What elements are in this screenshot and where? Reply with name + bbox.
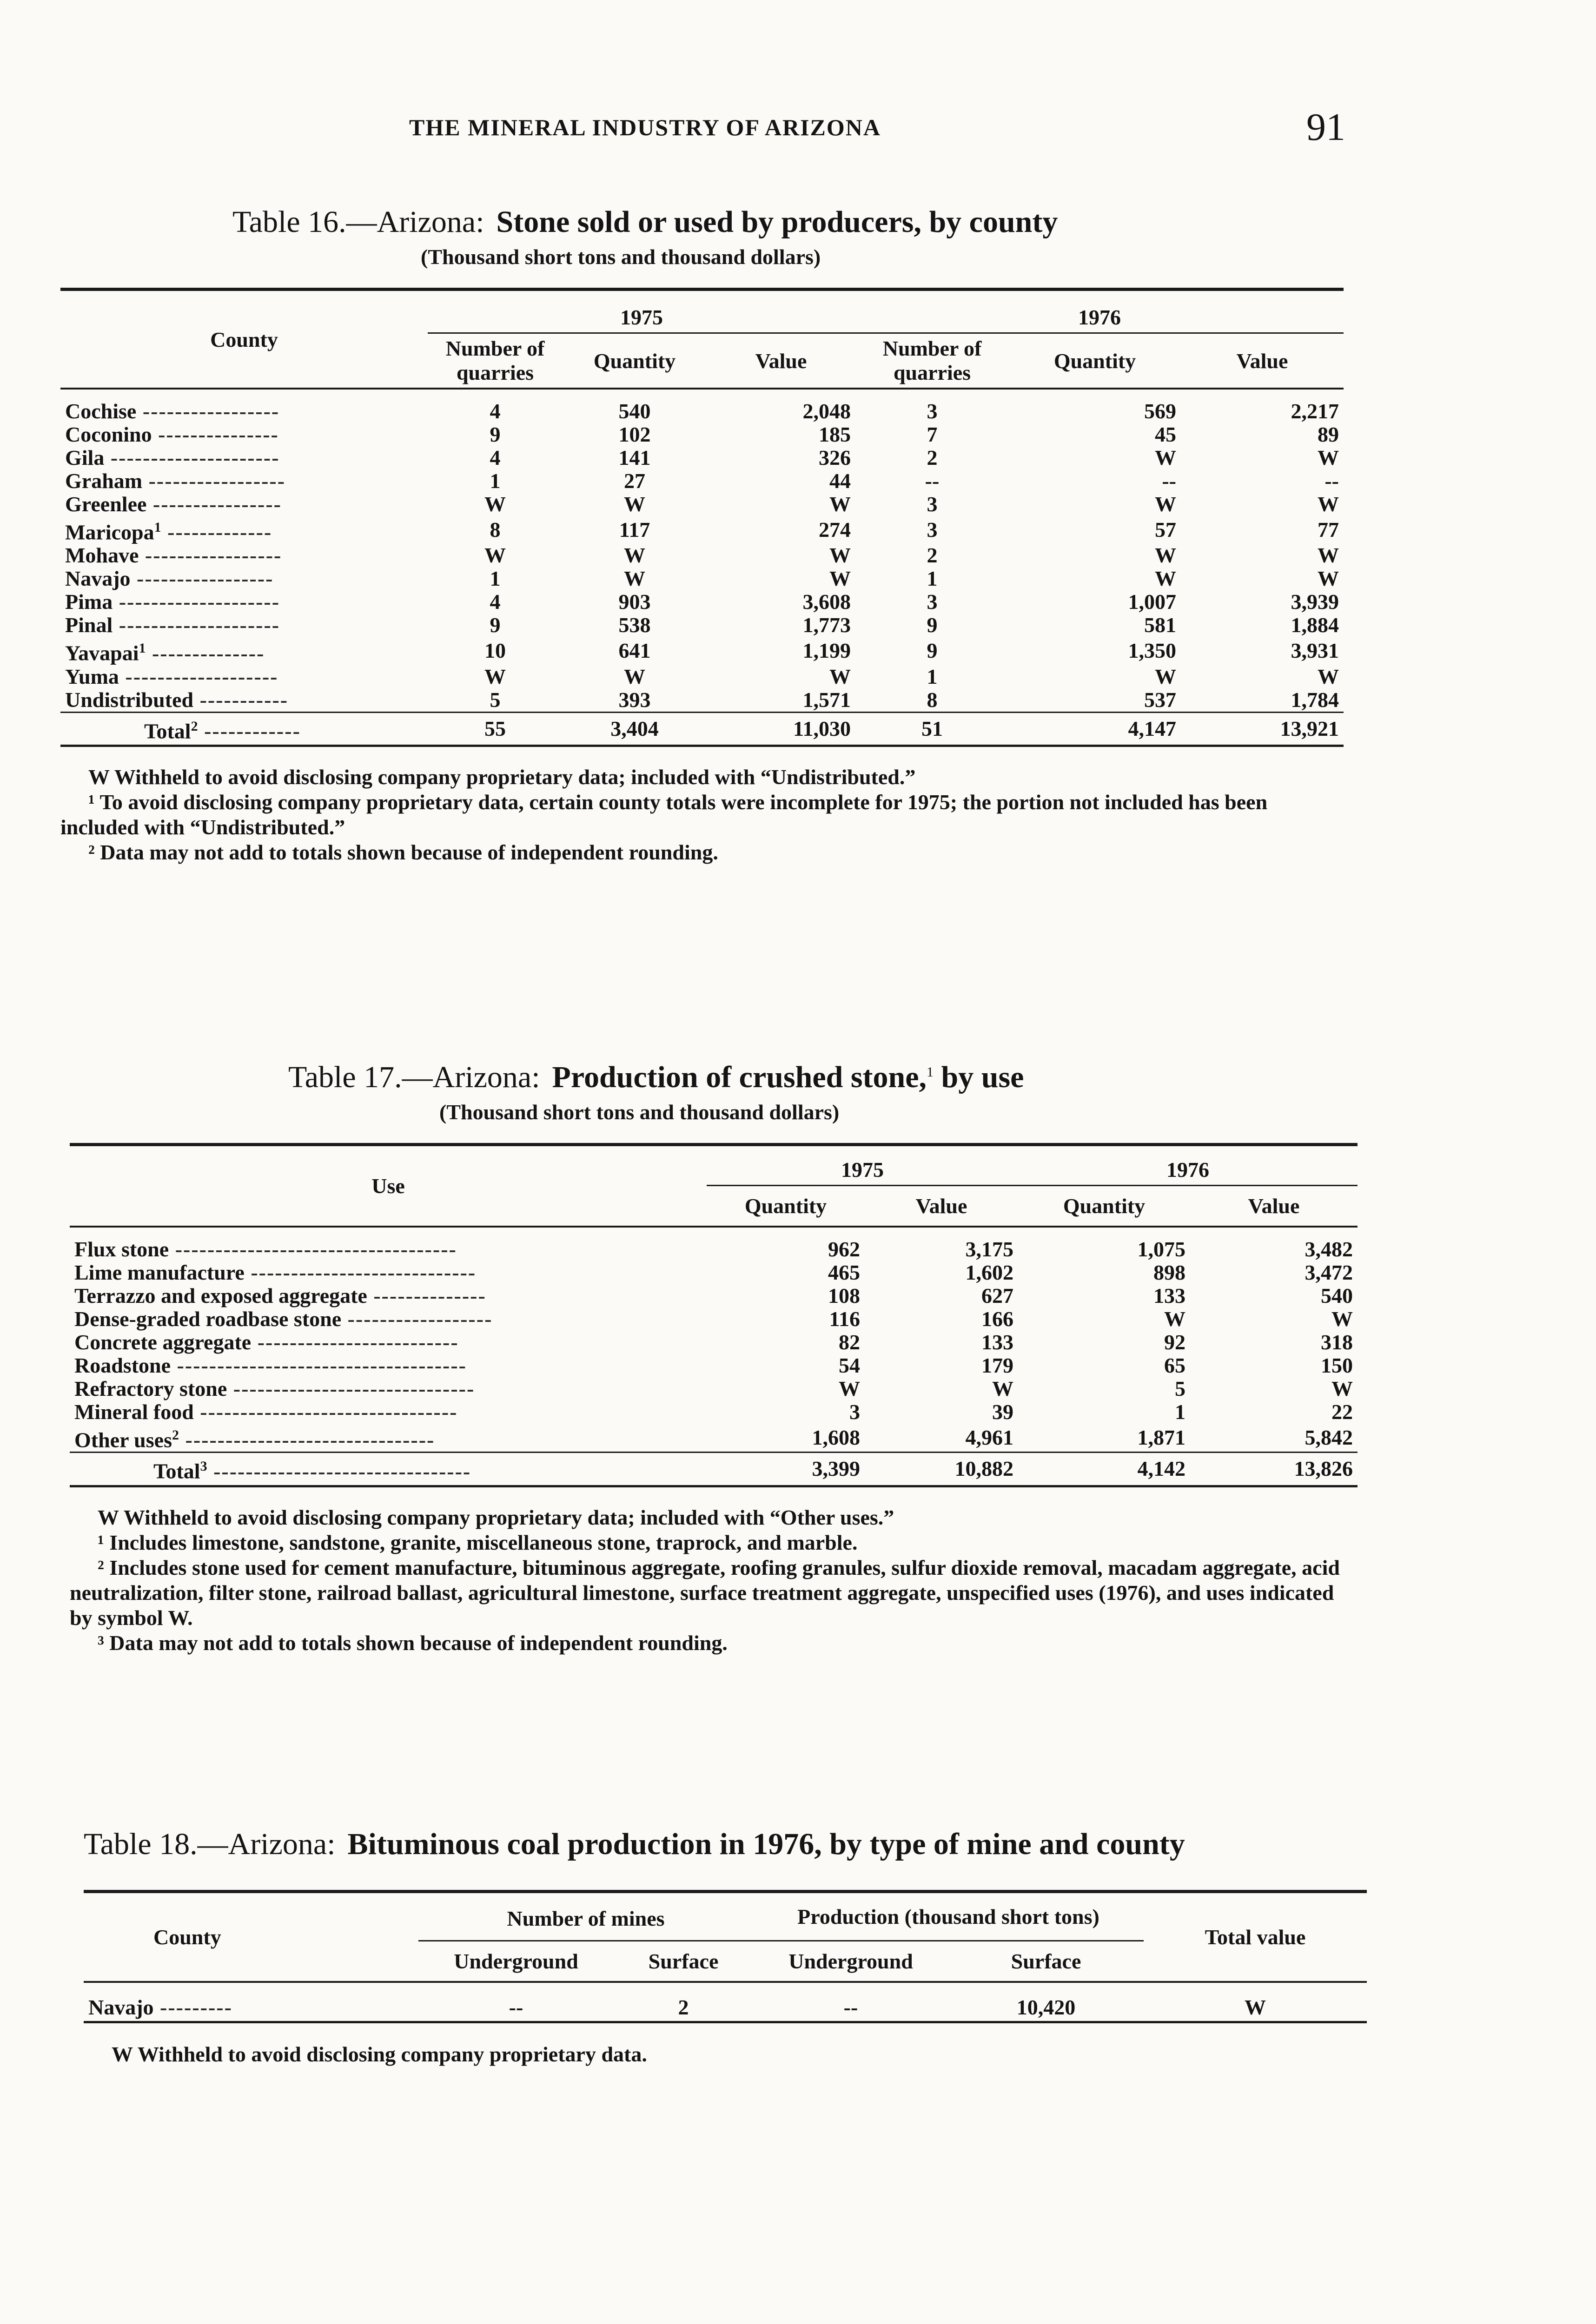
cell: W [484, 664, 506, 688]
row-label: Undistributed [65, 687, 194, 712]
row-label: Pima [65, 590, 113, 614]
cell: W [829, 567, 851, 591]
cell: 65 [1164, 1353, 1185, 1377]
cell: 9 [927, 613, 938, 637]
cell: -- [753, 1982, 948, 2022]
row-label: Lime manufacture [74, 1261, 245, 1284]
row-label: Graham [65, 469, 143, 493]
table-row: Mohave ----------------- W W W 2 W W [60, 544, 1344, 567]
cell: 4 [490, 446, 501, 469]
table-16-stub-header: County [60, 290, 428, 389]
cell: 2 [614, 1982, 753, 2022]
cell: W [484, 543, 506, 568]
table-18-col-production-underground: Underground [753, 1941, 948, 1982]
table-row: Navajo --------- -- 2 -- 10,420 W [84, 1982, 1367, 2022]
row-label: Other uses [74, 1428, 172, 1452]
table-17 [70, 1143, 1358, 1487]
table-row: Gila --------------------- 4 141 326 2 W W [60, 446, 1344, 469]
table-16-block [60, 205, 1344, 865]
cell: 326 [819, 446, 851, 469]
cell: 3 [927, 590, 938, 614]
cell: 1,571 [802, 687, 851, 712]
cell: 185 [819, 423, 851, 446]
cell: W [1318, 543, 1339, 568]
table-16-note-w: W Withheld to avoid disclosing company proprietary data; included with “Undistributed.” [88, 765, 916, 789]
cell: 3,399 [707, 1452, 865, 1486]
cell: 641 [618, 639, 651, 663]
cell: W [624, 664, 645, 688]
cell: 82 [839, 1330, 860, 1354]
footnote-mark: 2 [191, 718, 198, 734]
page-number: 91 [1306, 106, 1345, 149]
cell: 4 [490, 399, 501, 423]
table-18-note-w: W Withheld to avoid disclosing company proprietary data. [112, 2042, 647, 2066]
cell: 3,939 [1291, 590, 1339, 614]
cell: 4,147 [1009, 712, 1181, 746]
cell: 10 [484, 639, 506, 663]
cell: 45 [1155, 423, 1176, 446]
table-row: Roadstone ------------------------------------ 54 179 65 150 [70, 1354, 1358, 1377]
table-row: Terrazzo and exposed aggregate -------------- 108 627 133 540 [70, 1284, 1358, 1307]
cell: W [1318, 567, 1339, 591]
row-label: Navajo [88, 1995, 154, 2019]
cell: 1,199 [802, 639, 851, 663]
cell: 27 [624, 469, 645, 493]
cell: 537 [1144, 687, 1176, 712]
cell: 3,175 [965, 1237, 1013, 1261]
cell: 8 [490, 518, 501, 542]
table-row: Navajo ----------------- 1 W W 1 W W [60, 567, 1344, 590]
table-17-block [70, 1060, 1358, 1656]
table-16-year-1975: 1975 [428, 290, 855, 333]
cell: 2 [927, 446, 938, 469]
table-row: Undistributed ----------- 5 393 1,571 8 537 1,784 [60, 688, 1344, 713]
cell: -- [925, 469, 940, 493]
table-row: Concrete aggregate ------------------------- 82 133 92 318 [70, 1331, 1358, 1354]
table-row: Pinal -------------------- 9 538 1,773 9 581 1,884 [60, 614, 1344, 637]
table-18-title [84, 1827, 1367, 1862]
cell: 540 [618, 399, 651, 423]
cell: 318 [1321, 1330, 1353, 1354]
cell: 13,921 [1181, 712, 1344, 746]
table-17-title [288, 1060, 1358, 1095]
table-16 [60, 288, 1344, 747]
total-label: Total [144, 719, 191, 743]
cell: 10,882 [865, 1452, 1018, 1486]
cell: 44 [829, 469, 851, 493]
cell: 1 [927, 664, 938, 688]
footnote-mark: 1 [927, 1064, 934, 1080]
cell: 903 [618, 590, 651, 614]
cell: W [624, 492, 645, 516]
cell: 1 [1175, 1400, 1185, 1424]
cell: 540 [1321, 1284, 1353, 1307]
cell: 3 [927, 492, 938, 516]
cell: -- [1162, 469, 1176, 493]
table-17-col-value-1976: Value [1190, 1186, 1358, 1227]
cell: 1,871 [1137, 1426, 1185, 1450]
row-label: Mineral food [74, 1400, 194, 1424]
cell: W [1164, 1307, 1185, 1331]
cell: 1 [490, 469, 501, 493]
cell: 166 [981, 1307, 1013, 1331]
cell: 4 [490, 590, 501, 614]
table-row: Yuma ------------------- W W W 1 W W [60, 665, 1344, 688]
table-17-subtitle: (Thousand short tons and thousand dollars) [439, 1100, 840, 1124]
cell: W [1318, 664, 1339, 688]
footnote-mark: 1 [139, 640, 146, 656]
table-16-col-value-1976: Value [1181, 333, 1344, 389]
row-label: Roadstone [74, 1353, 171, 1377]
cell: 102 [618, 423, 651, 446]
table-18-stub-header: County [84, 1892, 418, 1982]
table-16-col-quarries-1976: Number of quarries [855, 333, 1009, 389]
cell: 51 [855, 712, 1009, 746]
cell: 627 [981, 1284, 1013, 1307]
cell: W [624, 567, 645, 591]
table-18 [84, 1890, 1367, 2023]
table-row: Coconino --------------- 9 102 185 7 45 89 [60, 423, 1344, 446]
table-16-note-1: ¹ To avoid disclosing company proprietary data, certain county totals were incomplete for 1975; the portion not included has been included with “Undistributed.” [60, 790, 1268, 839]
cell: 54 [839, 1353, 860, 1377]
table-16-notes [60, 765, 1344, 865]
row-label: Navajo [65, 567, 131, 591]
cell: W [839, 1377, 860, 1400]
table-16-col-quarries-1975: Number of quarries [428, 333, 563, 389]
cell: 274 [819, 518, 851, 542]
footnote-mark: 1 [154, 520, 161, 535]
cell: 3,472 [1305, 1261, 1353, 1284]
table-16-subtitle: (Thousand short tons and thousand dollars) [421, 245, 821, 269]
cell: 2,048 [802, 399, 851, 423]
cell: W [829, 492, 851, 516]
table-row: Graham ----------------- 1 27 44 -- -- -- [60, 469, 1344, 493]
table-18-group-production: Production (thousand short tons) [753, 1892, 1144, 1941]
row-label: Yuma [65, 664, 119, 688]
table-row: Pima -------------------- 4 903 3,608 3 1,007 3,939 [60, 590, 1344, 614]
row-label: Refractory stone [74, 1377, 227, 1400]
table-17-note-2: ² Includes stone used for cement manufacture, bituminous aggregate, roofing granules, sulfur dioxide removal, macadam aggregate, acid neutralization, filter stone, railroad ballast, agricultural limestone, surface treatment aggregate, unspecified uses (1976), and uses indicated by symbol W. [70, 1555, 1340, 1630]
cell: 3 [927, 518, 938, 542]
cell: -- [1324, 469, 1339, 493]
table-16-col-quantity-1976: Quantity [1009, 333, 1181, 389]
cell: 133 [1153, 1284, 1185, 1307]
table-18-total-value-header: Total value [1144, 1892, 1367, 1982]
table-row: Other uses$^2$ ------------------------------- 1,608 4,961 1,871 5,842 [70, 1424, 1358, 1452]
cell: 89 [1318, 423, 1339, 446]
table-17-note-3: ³ Data may not add to totals shown because of independent rounding. [98, 1631, 728, 1655]
footnote-mark: 2 [172, 1427, 179, 1443]
cell: 3 [849, 1400, 860, 1424]
table-16-col-value-1975: Value [707, 333, 855, 389]
cell: 3,931 [1291, 639, 1339, 663]
cell: 3,404 [563, 712, 707, 746]
cell: 2,217 [1291, 399, 1339, 423]
cell: W [1155, 664, 1176, 688]
row-label: Coconino [65, 423, 152, 446]
cell: 57 [1155, 518, 1176, 542]
cell: 1,884 [1291, 613, 1339, 637]
cell: 9 [490, 423, 501, 446]
cell: W [624, 543, 645, 568]
table-total-row: Total$^2$ ------------ 55 3,404 11,030 51 4,147 13,921 [60, 712, 1344, 746]
cell: 10,420 [948, 1982, 1144, 2022]
table-16-title [232, 205, 1344, 240]
cell: 1,350 [1128, 639, 1176, 663]
table-17-col-quantity-1975: Quantity [707, 1186, 865, 1227]
table-18-col-mines-surface: Surface [614, 1941, 753, 1982]
row-label: Flux stone [74, 1237, 169, 1261]
cell: W [829, 664, 851, 688]
cell: 1,784 [1291, 687, 1339, 712]
table-row: Refractory stone ------------------------------ W W 5 W [70, 1377, 1358, 1400]
table-row: Cochise ----------------- 4 540 2,048 3 569 2,217 [60, 389, 1344, 423]
footnote-mark: 3 [200, 1459, 207, 1474]
cell: 117 [619, 518, 650, 542]
table-row: Maricopa$^1$ ------------- 8 117 274 3 57 77 [60, 516, 1344, 544]
row-label: Greenlee [65, 492, 147, 516]
cell: W [484, 492, 506, 516]
cell: 465 [828, 1261, 860, 1284]
cell: 9 [490, 613, 501, 637]
table-16-year-1976: 1976 [855, 290, 1344, 333]
row-label: Cochise [65, 399, 137, 423]
cell: 22 [1331, 1400, 1353, 1424]
cell: 141 [618, 446, 651, 469]
table-16-title-text: Stone sold or used by producers, by county [496, 205, 1058, 239]
cell: 77 [1318, 518, 1339, 542]
cell: 8 [927, 687, 938, 712]
cell: 1,773 [802, 613, 851, 637]
cell: 9 [927, 639, 938, 663]
table-row: Lime manufacture ---------------------------- 465 1,602 898 3,472 [70, 1261, 1358, 1284]
table-row: Yavapai$^1$ -------------- 10 641 1,199 9 1,350 3,931 [60, 637, 1344, 665]
table-18-notes [84, 2042, 1367, 2067]
cell: 13,826 [1190, 1452, 1358, 1486]
table-18-label: Table 18.—Arizona: [84, 1827, 336, 1861]
cell: 3,482 [1305, 1237, 1353, 1261]
table-row: Dense-graded roadbase stone ------------------ 116 166 W W [70, 1307, 1358, 1331]
cell: 179 [981, 1353, 1013, 1377]
table-18-title-text: Bituminous coal production in 1976, by type of mine and county [347, 1827, 1185, 1861]
row-label: Dense-graded roadbase stone [74, 1307, 342, 1331]
cell: 1,608 [812, 1426, 860, 1450]
cell: W [1155, 543, 1176, 568]
cell: 5 [1175, 1377, 1185, 1400]
table-17-note-1: ¹ Includes limestone, sandstone, granite, miscellaneous stone, traprock, and marble. [98, 1530, 858, 1554]
cell: 116 [829, 1307, 860, 1331]
cell: W [1318, 492, 1339, 516]
table-17-stub-header: Use [70, 1145, 707, 1227]
table-total-row: Total$^3$ -------------------------------- 3,399 10,882 4,142 13,826 [70, 1452, 1358, 1486]
cell: 108 [828, 1284, 860, 1307]
cell: 1,075 [1137, 1237, 1185, 1261]
table-row: Mineral food -------------------------------- 3 39 1 22 [70, 1400, 1358, 1424]
cell: 581 [1144, 613, 1176, 637]
table-row: Greenlee ---------------- W W W 3 W W [60, 493, 1344, 516]
table-16-col-quantity-1975: Quantity [563, 333, 707, 389]
table-16-label: Table 16.—Arizona: [232, 205, 484, 239]
cell: 393 [618, 687, 651, 712]
row-label: Maricopa [65, 520, 154, 544]
cell: 898 [1153, 1261, 1185, 1284]
cell: W [1144, 1982, 1367, 2022]
cell: 538 [618, 613, 651, 637]
table-18-col-production-surface: Surface [948, 1941, 1144, 1982]
table-17-notes [70, 1505, 1358, 1656]
table-17-year-1976: 1976 [1018, 1145, 1358, 1186]
total-label: Total [153, 1459, 200, 1483]
cell: 4,961 [965, 1426, 1013, 1450]
cell: 5,842 [1305, 1426, 1353, 1450]
table-18-col-mines-underground: Underground [418, 1941, 614, 1982]
cell: 4,142 [1018, 1452, 1190, 1486]
cell: W [1331, 1377, 1353, 1400]
cell: W [1155, 492, 1176, 516]
cell: 11,030 [707, 712, 855, 746]
cell: W [1318, 446, 1339, 469]
cell: 7 [927, 423, 938, 446]
cell: 5 [490, 687, 501, 712]
table-17-label: Table 17.—Arizona: [288, 1060, 540, 1094]
row-label: Concrete aggregate [74, 1330, 252, 1354]
table-17-col-quantity-1976: Quantity [1018, 1186, 1190, 1227]
cell: W [829, 543, 851, 568]
cell: 2 [927, 543, 938, 568]
cell: 3,608 [802, 590, 851, 614]
cell: 1 [490, 567, 501, 591]
row-label: Gila [65, 446, 105, 469]
cell: 1,602 [965, 1261, 1013, 1284]
cell: 962 [828, 1237, 860, 1261]
table-18-group-mines: Number of mines [418, 1892, 753, 1941]
cell: 92 [1164, 1330, 1185, 1354]
row-label: Pinal [65, 613, 113, 637]
table-17-title-end: by use [934, 1060, 1024, 1094]
table-row: Flux stone ----------------------------------- 962 3,175 1,075 3,482 [70, 1227, 1358, 1261]
table-18-block [84, 1827, 1367, 2067]
cell: -- [418, 1982, 614, 2022]
cell: W [1155, 567, 1176, 591]
cell: W [1155, 446, 1176, 469]
row-label: Mohave [65, 543, 139, 568]
cell: 1,007 [1128, 590, 1176, 614]
cell: 1 [927, 567, 938, 591]
running-title: THE MINERAL INDUSTRY OF ARIZONA [409, 114, 881, 140]
table-16-note-2: ² Data may not add to totals shown because of independent rounding. [88, 840, 718, 864]
cell: 133 [981, 1330, 1013, 1354]
cell: W [992, 1377, 1013, 1400]
table-17-title-text: Production of crushed stone, [552, 1060, 927, 1094]
table-17-col-value-1975: Value [865, 1186, 1018, 1227]
table-17-note-w: W Withheld to avoid disclosing company proprietary data; included with “Other uses.” [98, 1505, 894, 1529]
cell: W [1331, 1307, 1353, 1331]
cell: 55 [428, 712, 563, 746]
cell: 3 [927, 399, 938, 423]
row-label: Terrazzo and exposed aggregate [74, 1284, 367, 1307]
cell: 39 [992, 1400, 1013, 1424]
cell: 150 [1321, 1353, 1353, 1377]
row-label: Yavapai [65, 641, 139, 665]
cell: 569 [1144, 399, 1176, 423]
table-17-year-1975: 1975 [707, 1145, 1018, 1186]
